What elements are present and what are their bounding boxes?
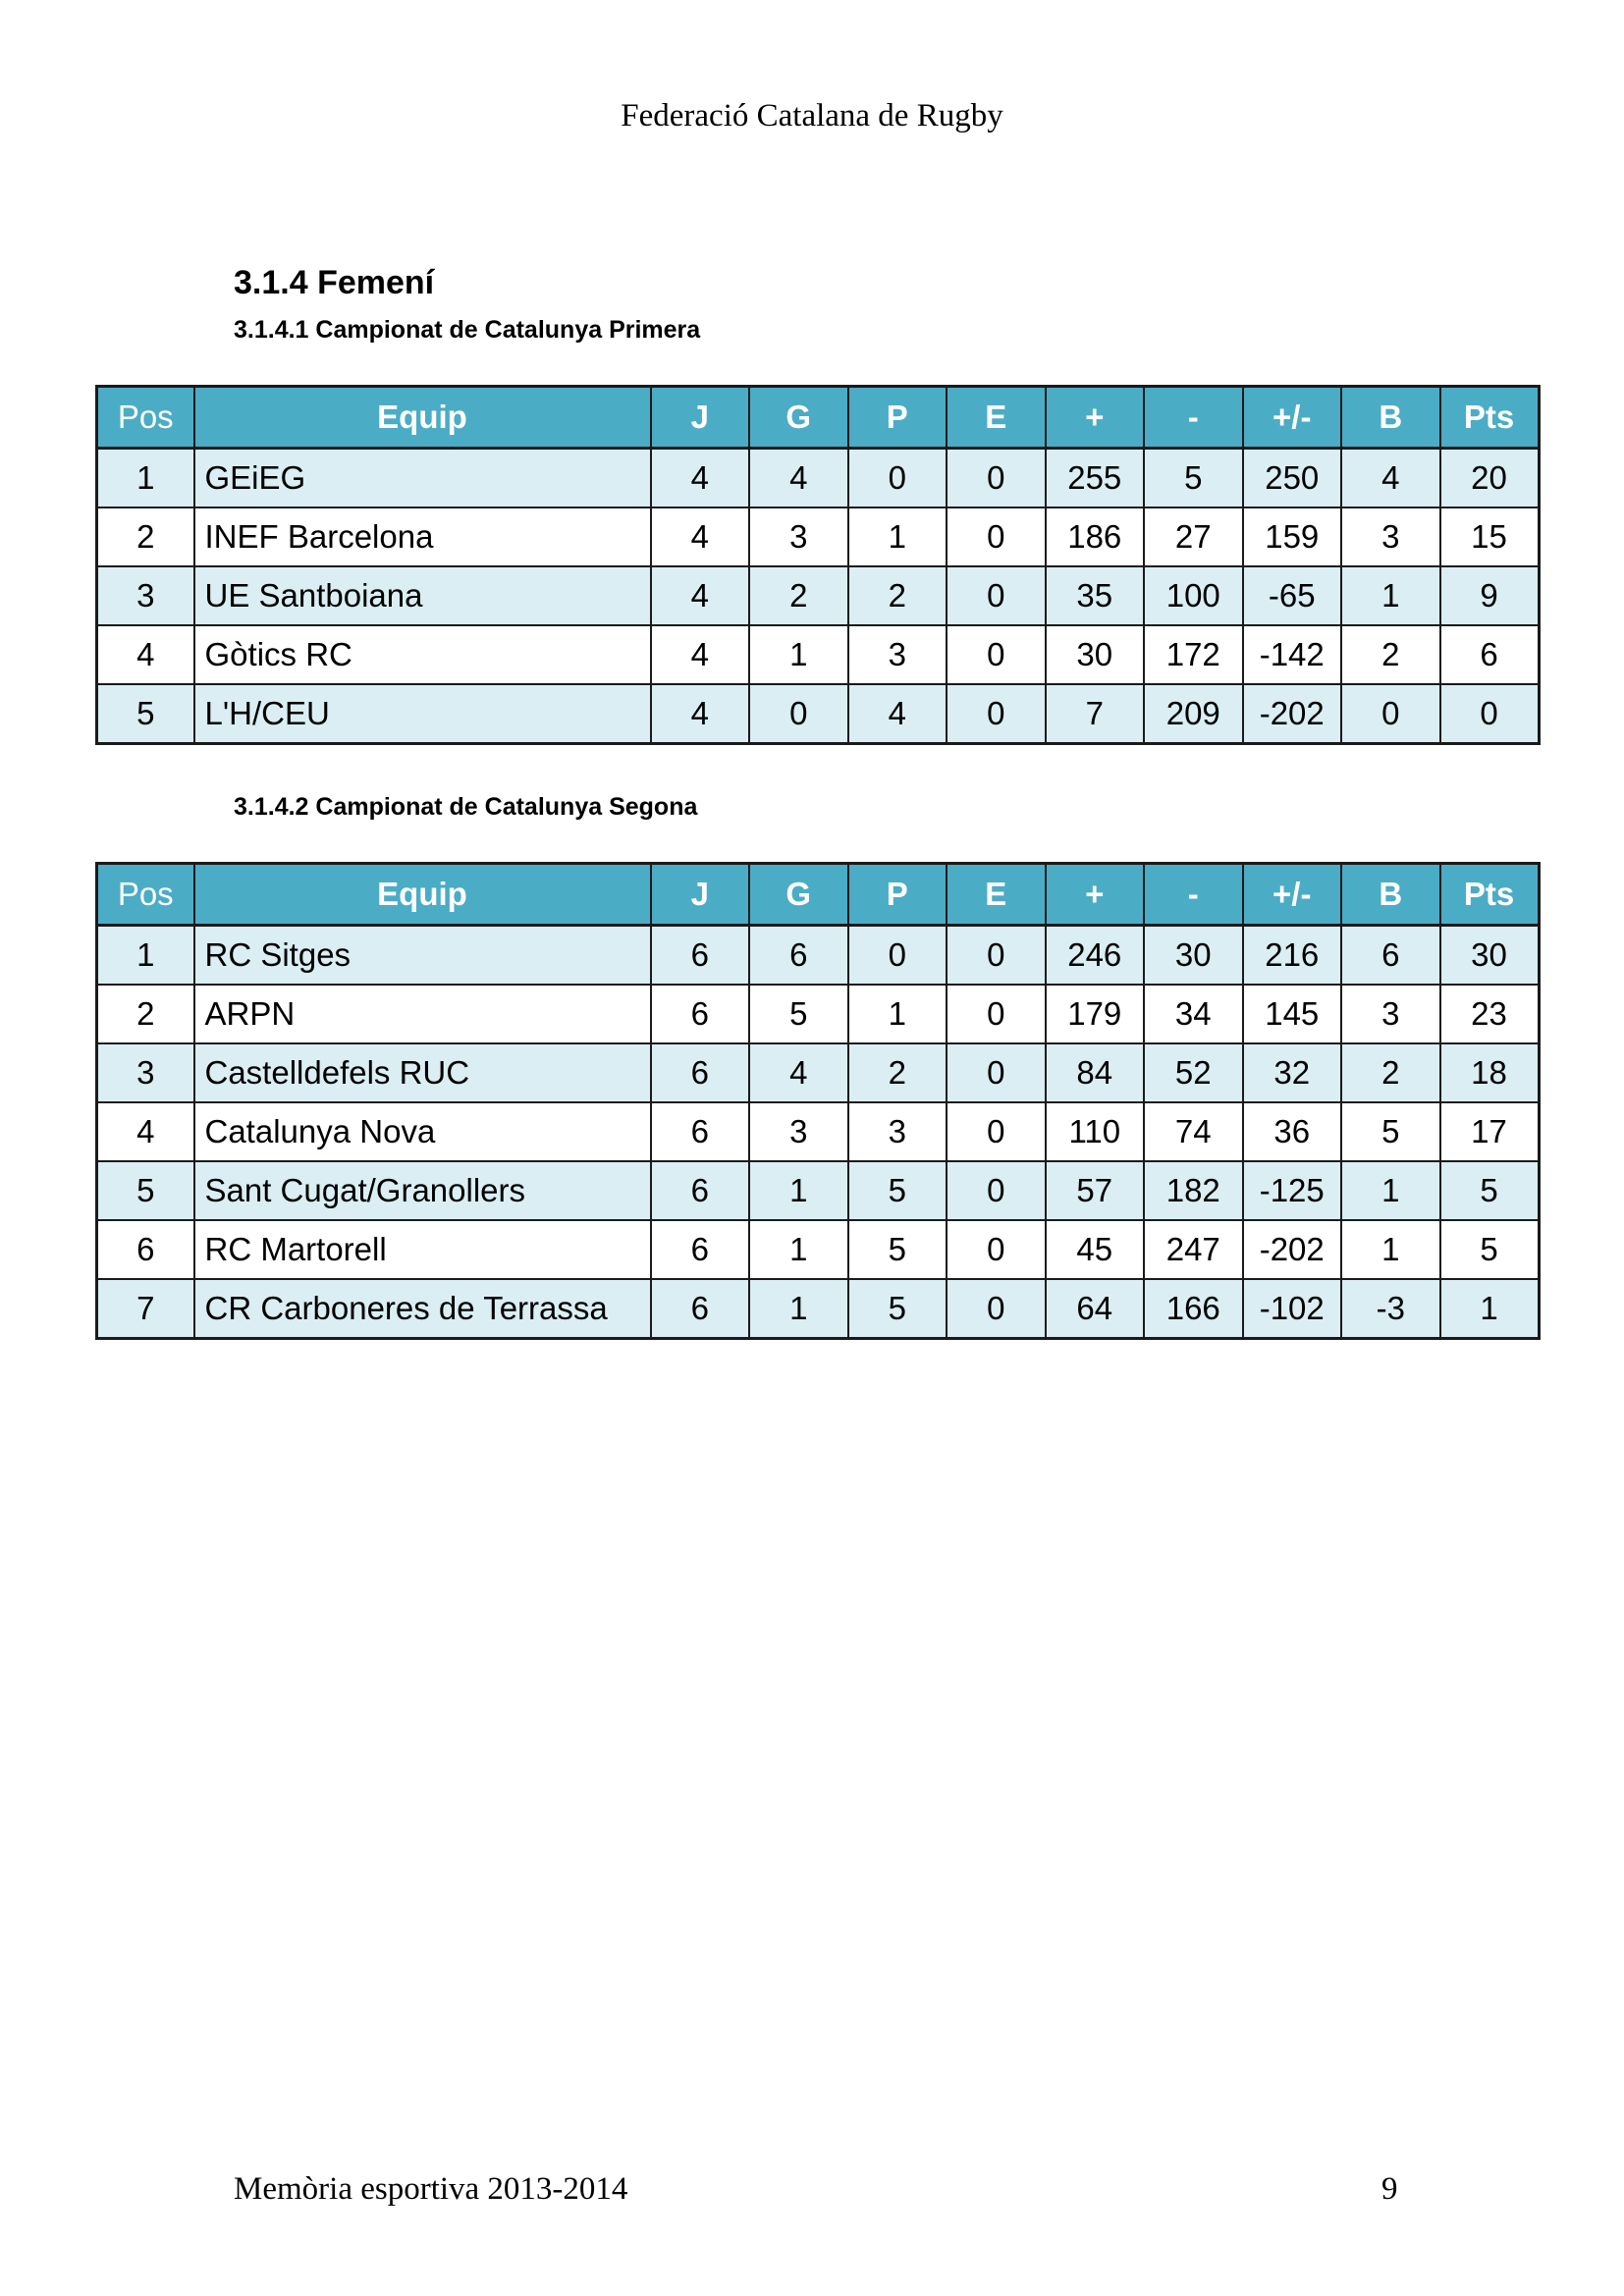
cell-plus: 255 — [1046, 449, 1145, 508]
cell-b: 2 — [1341, 1043, 1440, 1102]
cell-e: 0 — [947, 1279, 1046, 1339]
section-title: 3.1.4 Femení — [234, 264, 435, 301]
cell-pos: 5 — [97, 1161, 194, 1220]
column-header-pos: Pos — [97, 387, 194, 449]
column-header-j: J — [651, 387, 750, 449]
table-row — [97, 1043, 1540, 1102]
cell-b: 5 — [1341, 1102, 1440, 1161]
cell-plus: 179 — [1046, 985, 1145, 1043]
cell-j: 4 — [651, 625, 750, 684]
cell-p: 2 — [848, 1043, 947, 1102]
cell-j: 6 — [651, 1220, 750, 1279]
cell-j: 6 — [651, 985, 750, 1043]
table-row — [97, 449, 1540, 508]
cell-equip: Catalunya Nova — [194, 1102, 651, 1161]
column-header-pts: Pts — [1440, 864, 1540, 926]
cell-diff: -125 — [1243, 1161, 1342, 1220]
cell-j: 6 — [651, 1043, 750, 1102]
cell-p: 3 — [848, 625, 947, 684]
table-row — [97, 926, 1540, 986]
cell-pos: 5 — [97, 684, 194, 744]
cell-j: 4 — [651, 449, 750, 508]
cell-g: 1 — [749, 1161, 848, 1220]
cell-equip: GEiEG — [194, 449, 651, 508]
table-row — [97, 1161, 1540, 1220]
cell-diff: -142 — [1243, 625, 1342, 684]
cell-j: 6 — [651, 1102, 750, 1161]
cell-equip: UE Santboiana — [194, 566, 651, 625]
cell-plus: 64 — [1046, 1279, 1145, 1339]
cell-pos: 1 — [97, 449, 194, 508]
column-header-equip: Equip — [194, 387, 651, 449]
cell-e: 0 — [947, 1043, 1046, 1102]
cell-j: 4 — [651, 566, 750, 625]
cell-diff: 250 — [1243, 449, 1342, 508]
table-row — [97, 1279, 1540, 1339]
standings-table-segona — [95, 862, 1541, 1340]
standings-table-primera — [95, 385, 1541, 745]
cell-p: 5 — [848, 1279, 947, 1339]
cell-b: 1 — [1341, 1161, 1440, 1220]
column-header-e: E — [947, 387, 1046, 449]
cell-pos: 7 — [97, 1279, 194, 1339]
cell-g: 1 — [749, 1279, 848, 1339]
cell-minus: 5 — [1144, 449, 1243, 508]
column-header-plus: + — [1046, 864, 1145, 926]
table-row — [97, 1102, 1540, 1161]
cell-diff: 159 — [1243, 507, 1342, 566]
cell-plus: 84 — [1046, 1043, 1145, 1102]
cell-e: 0 — [947, 566, 1046, 625]
cell-e: 0 — [947, 926, 1046, 986]
table-row — [97, 985, 1540, 1043]
cell-pts: 5 — [1440, 1161, 1540, 1220]
cell-g: 2 — [749, 566, 848, 625]
cell-plus: 30 — [1046, 625, 1145, 684]
table-row — [97, 507, 1540, 566]
cell-minus: 52 — [1144, 1043, 1243, 1102]
column-header-pos: Pos — [97, 864, 194, 926]
cell-e: 0 — [947, 1102, 1046, 1161]
table-header-row — [97, 387, 1540, 449]
cell-pts: 15 — [1440, 507, 1540, 566]
cell-p: 0 — [848, 449, 947, 508]
table-body — [97, 449, 1540, 744]
cell-e: 0 — [947, 449, 1046, 508]
cell-pos: 6 — [97, 1220, 194, 1279]
cell-g: 0 — [749, 684, 848, 744]
cell-b: 3 — [1341, 507, 1440, 566]
table-body — [97, 926, 1540, 1339]
cell-pos: 3 — [97, 566, 194, 625]
cell-pts: 18 — [1440, 1043, 1540, 1102]
cell-plus: 110 — [1046, 1102, 1145, 1161]
cell-j: 4 — [651, 684, 750, 744]
cell-b: 6 — [1341, 926, 1440, 986]
cell-b: 3 — [1341, 985, 1440, 1043]
cell-j: 6 — [651, 1161, 750, 1220]
subsection-title-segona: 3.1.4.2 Campionat de Catalunya Segona — [234, 793, 698, 821]
cell-e: 0 — [947, 985, 1046, 1043]
cell-pts: 9 — [1440, 566, 1540, 625]
cell-minus: 172 — [1144, 625, 1243, 684]
cell-minus: 74 — [1144, 1102, 1243, 1161]
cell-e: 0 — [947, 1220, 1046, 1279]
cell-equip: Gòtics RC — [194, 625, 651, 684]
cell-g: 4 — [749, 449, 848, 508]
column-header-p: P — [848, 387, 947, 449]
footer-page-number: 9 — [1381, 2171, 1398, 2207]
column-header-equip: Equip — [194, 864, 651, 926]
footer-document-title: Memòria esportiva 2013-2014 — [234, 2171, 628, 2207]
cell-plus: 246 — [1046, 926, 1145, 986]
column-header-e: E — [947, 864, 1046, 926]
cell-pts: 23 — [1440, 985, 1540, 1043]
table-row — [97, 625, 1540, 684]
cell-e: 0 — [947, 625, 1046, 684]
cell-j: 6 — [651, 926, 750, 986]
column-header-p: P — [848, 864, 947, 926]
cell-equip: ARPN — [194, 985, 651, 1043]
cell-diff: -202 — [1243, 1220, 1342, 1279]
cell-pos: 2 — [97, 507, 194, 566]
cell-p: 5 — [848, 1220, 947, 1279]
cell-pos: 3 — [97, 1043, 194, 1102]
cell-pts: 20 — [1440, 449, 1540, 508]
cell-g: 6 — [749, 926, 848, 986]
column-header-diff: +/- — [1243, 864, 1342, 926]
cell-diff: 145 — [1243, 985, 1342, 1043]
cell-plus: 45 — [1046, 1220, 1145, 1279]
column-header-minus: - — [1144, 864, 1243, 926]
cell-diff: 36 — [1243, 1102, 1342, 1161]
column-header-b: B — [1341, 387, 1440, 449]
cell-g: 1 — [749, 1220, 848, 1279]
cell-p: 1 — [848, 985, 947, 1043]
cell-equip: RC Sitges — [194, 926, 651, 986]
cell-pts: 30 — [1440, 926, 1540, 986]
cell-j: 4 — [651, 507, 750, 566]
cell-equip: CR Carboneres de Terrassa — [194, 1279, 651, 1339]
cell-g: 3 — [749, 1102, 848, 1161]
cell-b: 4 — [1341, 449, 1440, 508]
cell-pts: 5 — [1440, 1220, 1540, 1279]
column-header-plus: + — [1046, 387, 1145, 449]
cell-e: 0 — [947, 684, 1046, 744]
cell-pts: 6 — [1440, 625, 1540, 684]
cell-plus: 35 — [1046, 566, 1145, 625]
cell-b: 2 — [1341, 625, 1440, 684]
cell-diff: -202 — [1243, 684, 1342, 744]
column-header-j: J — [651, 864, 750, 926]
cell-p: 5 — [848, 1161, 947, 1220]
cell-g: 1 — [749, 625, 848, 684]
cell-e: 0 — [947, 507, 1046, 566]
cell-pos: 4 — [97, 625, 194, 684]
cell-pos: 2 — [97, 985, 194, 1043]
cell-minus: 30 — [1144, 926, 1243, 986]
cell-minus: 100 — [1144, 566, 1243, 625]
cell-e: 0 — [947, 1161, 1046, 1220]
cell-diff: -102 — [1243, 1279, 1342, 1339]
table-row — [97, 1220, 1540, 1279]
cell-minus: 166 — [1144, 1279, 1243, 1339]
subsection-title-primera: 3.1.4.1 Campionat de Catalunya Primera — [234, 316, 701, 344]
cell-pts: 0 — [1440, 684, 1540, 744]
cell-diff: 32 — [1243, 1043, 1342, 1102]
column-header-b: B — [1341, 864, 1440, 926]
column-header-pts: Pts — [1440, 387, 1540, 449]
cell-diff: -65 — [1243, 566, 1342, 625]
page-header: Federació Catalana de Rugby — [621, 98, 1003, 133]
cell-pts: 17 — [1440, 1102, 1540, 1161]
table-row — [97, 566, 1540, 625]
cell-p: 3 — [848, 1102, 947, 1161]
cell-pos: 1 — [97, 926, 194, 986]
cell-b: -3 — [1341, 1279, 1440, 1339]
cell-g: 4 — [749, 1043, 848, 1102]
cell-plus: 57 — [1046, 1161, 1145, 1220]
cell-p: 4 — [848, 684, 947, 744]
cell-p: 1 — [848, 507, 947, 566]
cell-minus: 247 — [1144, 1220, 1243, 1279]
cell-j: 6 — [651, 1279, 750, 1339]
cell-g: 5 — [749, 985, 848, 1043]
cell-g: 3 — [749, 507, 848, 566]
cell-minus: 182 — [1144, 1161, 1243, 1220]
cell-equip: INEF Barcelona — [194, 507, 651, 566]
cell-minus: 27 — [1144, 507, 1243, 566]
table-header-row — [97, 864, 1540, 926]
cell-equip: Sant Cugat/Granollers — [194, 1161, 651, 1220]
cell-diff: 216 — [1243, 926, 1342, 986]
table-row — [97, 684, 1540, 744]
cell-plus: 186 — [1046, 507, 1145, 566]
column-header-g: G — [749, 387, 848, 449]
cell-b: 1 — [1341, 1220, 1440, 1279]
cell-plus: 7 — [1046, 684, 1145, 744]
cell-p: 2 — [848, 566, 947, 625]
cell-pos: 4 — [97, 1102, 194, 1161]
cell-p: 0 — [848, 926, 947, 986]
cell-minus: 34 — [1144, 985, 1243, 1043]
column-header-g: G — [749, 864, 848, 926]
cell-equip: Castelldefels RUC — [194, 1043, 651, 1102]
cell-b: 0 — [1341, 684, 1440, 744]
cell-equip: L'H/CEU — [194, 684, 651, 744]
cell-equip: RC Martorell — [194, 1220, 651, 1279]
cell-pts: 1 — [1440, 1279, 1540, 1339]
column-header-minus: - — [1144, 387, 1243, 449]
cell-minus: 209 — [1144, 684, 1243, 744]
column-header-diff: +/- — [1243, 387, 1342, 449]
cell-b: 1 — [1341, 566, 1440, 625]
